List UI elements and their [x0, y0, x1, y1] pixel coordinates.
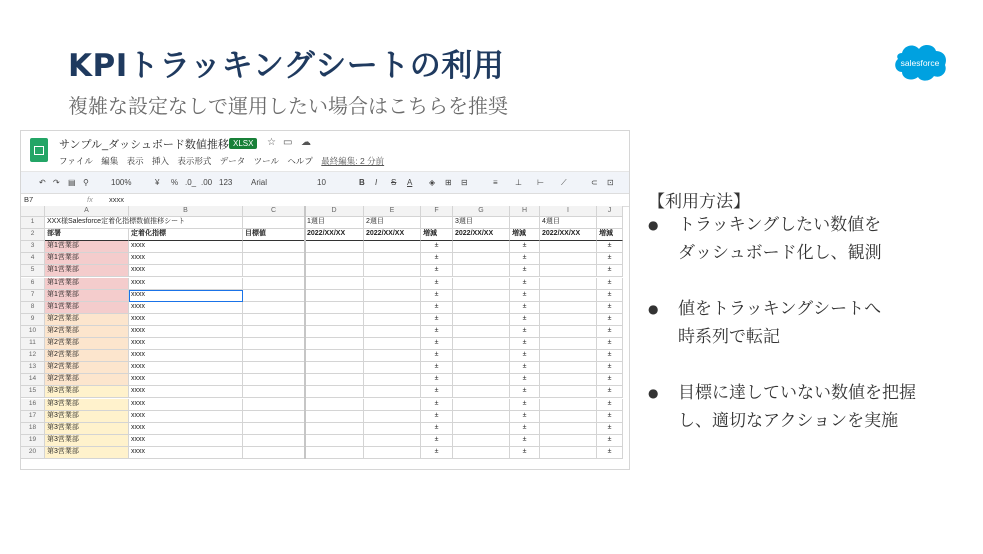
row-header[interactable]: 10 [21, 326, 45, 338]
formula-bar [21, 193, 629, 207]
dept-cell[interactable]: 第3営業部 [45, 447, 129, 459]
cell[interactable] [540, 290, 597, 302]
cell[interactable] [243, 253, 305, 265]
paint-format-icon[interactable]: ⚲ [83, 178, 89, 187]
kpi-cell[interactable]: xxxx [129, 314, 243, 326]
column-header[interactable]: D [305, 206, 364, 217]
cell[interactable]: 4週目 [540, 217, 597, 229]
change-cell[interactable]: ± [597, 411, 623, 423]
text-color-button[interactable]: A [407, 178, 413, 187]
row-header[interactable]: 11 [21, 338, 45, 350]
change-cell[interactable]: ± [597, 253, 623, 265]
cell[interactable] [540, 278, 597, 290]
header-cell[interactable]: 目標値 [243, 229, 305, 241]
cell[interactable] [243, 411, 305, 423]
cell[interactable] [540, 302, 597, 314]
change-cell[interactable]: ± [510, 302, 540, 314]
header-cell[interactable]: 2022/XX/XX [364, 229, 421, 241]
document-name[interactable]: サンプル_ダッシュボード数値推移 [59, 139, 229, 151]
cell[interactable] [243, 435, 305, 447]
cell[interactable] [453, 362, 510, 374]
dept-cell[interactable]: 第1営業部 [45, 302, 129, 314]
bullet-icon: ● [648, 386, 659, 400]
salesforce-logo [890, 41, 950, 83]
dept-cell[interactable]: 第3営業部 [45, 386, 129, 398]
kpi-cell[interactable]: xxxx [129, 386, 243, 398]
change-cell[interactable]: ± [597, 290, 623, 302]
kpi-cell[interactable]: xxxx [129, 374, 243, 386]
kpi-cell[interactable]: xxxx [129, 265, 243, 277]
change-cell[interactable]: ± [510, 265, 540, 277]
cell[interactable] [364, 278, 421, 290]
font-select[interactable]: Arial [251, 178, 268, 187]
column-header[interactable]: C [243, 206, 305, 217]
bullet-line: し、適切なアクションを実施 [678, 411, 899, 431]
cell[interactable] [305, 350, 364, 362]
column-header[interactable]: I [540, 206, 597, 217]
cell[interactable] [364, 447, 421, 459]
change-cell[interactable]: ± [421, 374, 453, 386]
merge-icon[interactable]: ⊟ [461, 178, 468, 187]
change-cell[interactable]: ± [510, 253, 540, 265]
change-cell[interactable]: ± [597, 386, 623, 398]
cell[interactable] [453, 338, 510, 350]
cell[interactable] [540, 399, 597, 411]
cell[interactable] [243, 314, 305, 326]
cell[interactable] [453, 411, 510, 423]
change-cell[interactable]: ± [510, 411, 540, 423]
cell[interactable] [453, 386, 510, 398]
cell[interactable] [364, 241, 421, 253]
change-cell[interactable]: ± [421, 253, 453, 265]
header-cell[interactable]: 2022/XX/XX [305, 229, 364, 241]
cell[interactable] [597, 217, 623, 229]
cell[interactable] [243, 374, 305, 386]
cell[interactable] [305, 411, 364, 423]
kpi-cell[interactable]: xxxx [129, 290, 243, 302]
cell[interactable] [453, 265, 510, 277]
change-cell[interactable]: ± [421, 411, 453, 423]
align-icon[interactable]: ≡ [493, 178, 498, 187]
menu-bar [59, 155, 390, 167]
cell[interactable] [364, 314, 421, 326]
change-cell[interactable]: ± [597, 314, 623, 326]
change-cell[interactable]: ± [421, 278, 453, 290]
cell[interactable] [243, 290, 305, 302]
row-header[interactable]: 18 [21, 423, 45, 435]
cell[interactable]: XXX様Salesforce定着化指標数値推移シート [45, 217, 129, 229]
row-header[interactable]: 4 [21, 253, 45, 265]
sheets-icon [30, 138, 48, 162]
cell[interactable] [305, 374, 364, 386]
cloud-icon[interactable]: ☁ [301, 137, 311, 148]
change-cell[interactable]: ± [421, 447, 453, 459]
cell[interactable] [243, 265, 305, 277]
menu-item[interactable]: 表示 [126, 156, 144, 166]
menu-item[interactable]: 表示形式 [177, 156, 212, 166]
row-header[interactable]: 1 [21, 217, 45, 229]
cell[interactable] [364, 411, 421, 423]
column-header[interactable]: F [421, 206, 453, 217]
cell[interactable] [305, 399, 364, 411]
cell[interactable] [453, 253, 510, 265]
bullet-line: 値をトラッキングシートへ [678, 299, 882, 319]
change-cell[interactable]: ± [421, 386, 453, 398]
dept-cell[interactable]: 第2営業部 [45, 314, 129, 326]
cell[interactable] [364, 374, 421, 386]
kpi-cell[interactable]: xxxx [129, 338, 243, 350]
kpi-cell[interactable]: xxxx [129, 241, 243, 253]
change-cell[interactable]: ± [597, 326, 623, 338]
cell[interactable] [540, 314, 597, 326]
bold-button[interactable]: B [359, 178, 365, 187]
bullet-line: ダッシュボード化し、観測 [678, 243, 882, 263]
cell[interactable] [540, 338, 597, 350]
change-cell[interactable]: ± [597, 447, 623, 459]
kpi-cell[interactable]: xxxx [129, 435, 243, 447]
cell[interactable] [243, 447, 305, 459]
change-cell[interactable]: ± [597, 241, 623, 253]
change-cell[interactable]: ± [510, 386, 540, 398]
menu-item[interactable]: ファイル [59, 156, 93, 166]
row-header[interactable]: 20 [21, 447, 45, 459]
change-cell[interactable]: ± [597, 399, 623, 411]
cell[interactable] [421, 217, 453, 229]
row-header[interactable]: 15 [21, 386, 45, 398]
change-cell[interactable]: ± [510, 447, 540, 459]
row-header[interactable]: 16 [21, 399, 45, 411]
cell[interactable] [540, 386, 597, 398]
number-format-button[interactable]: 123 [219, 178, 233, 187]
change-cell[interactable]: ± [597, 435, 623, 447]
formula-input[interactable]: xxxx [109, 195, 124, 204]
dept-cell[interactable]: 第1営業部 [45, 290, 129, 302]
cell[interactable] [305, 278, 364, 290]
cell[interactable] [540, 447, 597, 459]
menu-item[interactable]: 挿入 [152, 156, 170, 166]
menu-item[interactable]: ヘルプ [287, 156, 313, 166]
dept-cell[interactable]: 第3営業部 [45, 435, 129, 447]
cell[interactable] [364, 290, 421, 302]
menu-item[interactable]: ツール [253, 156, 280, 166]
change-cell[interactable]: ± [510, 435, 540, 447]
change-cell[interactable]: ± [597, 362, 623, 374]
cell[interactable] [364, 362, 421, 374]
row-header[interactable]: 7 [21, 290, 45, 302]
cell[interactable] [364, 302, 421, 314]
dept-cell[interactable]: 第3営業部 [45, 399, 129, 411]
kpi-cell[interactable]: xxxx [129, 326, 243, 338]
header-cell[interactable]: 定着化指標 [129, 229, 243, 241]
svg-text:salesforce: salesforce [900, 58, 940, 68]
valign-icon[interactable]: ⊥ [515, 178, 522, 187]
cell[interactable] [364, 435, 421, 447]
cell[interactable] [243, 338, 305, 350]
cell[interactable] [243, 386, 305, 398]
cell[interactable] [243, 423, 305, 435]
bullet-icon: ● [648, 302, 659, 316]
cell[interactable] [305, 241, 364, 253]
increase-decimal-button[interactable]: .00 [201, 178, 213, 187]
comment-icon[interactable]: ⊡ [607, 178, 614, 187]
cell[interactable] [364, 253, 421, 265]
font-size-select[interactable]: 10 [317, 178, 326, 187]
cell[interactable] [510, 217, 540, 229]
cell[interactable] [453, 290, 510, 302]
cell[interactable] [305, 338, 364, 350]
currency-button[interactable]: ¥ [155, 178, 160, 187]
star-icon[interactable]: ☆ [267, 137, 276, 148]
decrease-decimal-button[interactable]: .0_ [185, 178, 197, 187]
header-cell[interactable]: 部署 [45, 229, 129, 241]
cell[interactable] [453, 447, 510, 459]
cell[interactable] [540, 253, 597, 265]
dept-cell[interactable]: 第1営業部 [45, 253, 129, 265]
change-cell[interactable]: ± [421, 302, 453, 314]
slide-subtitle: 複雑な設定なしで運用したい場合はこちらを推奨 [68, 94, 508, 118]
change-cell[interactable]: ± [597, 278, 623, 290]
row-header[interactable]: 5 [21, 265, 45, 277]
cell[interactable] [364, 326, 421, 338]
dept-cell[interactable]: 第3営業部 [45, 411, 129, 423]
cell[interactable] [453, 302, 510, 314]
cell[interactable] [364, 350, 421, 362]
file-type-badge: XLSX [229, 138, 257, 149]
name-box[interactable]: B7 [24, 195, 34, 204]
change-cell[interactable]: ± [510, 374, 540, 386]
change-cell[interactable]: ± [510, 350, 540, 362]
cell[interactable] [305, 290, 364, 302]
change-cell[interactable]: ± [421, 350, 453, 362]
kpi-cell[interactable]: xxxx [129, 411, 243, 423]
row-header[interactable]: 8 [21, 302, 45, 314]
kpi-cell[interactable]: xxxx [129, 350, 243, 362]
dept-cell[interactable]: 第2営業部 [45, 326, 129, 338]
header-cell[interactable]: 増減 [421, 229, 453, 241]
cell[interactable] [453, 278, 510, 290]
column-header[interactable]: G [453, 206, 510, 217]
change-cell[interactable]: ± [597, 423, 623, 435]
select-all-corner[interactable] [21, 206, 45, 217]
dept-cell[interactable]: 第2営業部 [45, 374, 129, 386]
cell[interactable] [305, 386, 364, 398]
change-cell[interactable]: ± [510, 338, 540, 350]
row-header[interactable]: 17 [21, 411, 45, 423]
cell[interactable] [305, 302, 364, 314]
rotate-icon[interactable]: ⟋ [561, 178, 567, 187]
bullet-line: 目標に達していない数値を把握 [678, 383, 916, 403]
cell[interactable]: 1週目 [305, 217, 364, 229]
change-cell[interactable]: ± [510, 241, 540, 253]
menu-item[interactable]: 編集 [101, 156, 119, 166]
change-cell[interactable]: ± [597, 350, 623, 362]
cell[interactable] [540, 326, 597, 338]
kpi-cell[interactable]: xxxx [129, 447, 243, 459]
cell[interactable] [364, 423, 421, 435]
header-cell[interactable]: 増減 [597, 229, 623, 241]
borders-icon[interactable]: ⊞ [445, 178, 452, 187]
last-edit-link[interactable]: 最終編集: 2 分前 [321, 156, 385, 166]
cell[interactable] [453, 374, 510, 386]
dept-cell[interactable]: 第2営業部 [45, 338, 129, 350]
change-cell[interactable]: ± [597, 302, 623, 314]
change-cell[interactable]: ± [421, 314, 453, 326]
dept-cell[interactable]: 第2営業部 [45, 350, 129, 362]
change-cell[interactable]: ± [421, 362, 453, 374]
cell[interactable] [540, 435, 597, 447]
change-cell[interactable]: ± [597, 338, 623, 350]
fx-icon: fx [87, 195, 93, 204]
zoom-select[interactable]: 100% [111, 178, 132, 187]
column-header[interactable]: J [597, 206, 623, 217]
cell[interactable] [364, 338, 421, 350]
cell[interactable] [305, 447, 364, 459]
cell[interactable]: 3週目 [453, 217, 510, 229]
cell[interactable] [243, 217, 305, 229]
print-icon[interactable]: ▤ [68, 178, 76, 187]
cell[interactable] [243, 350, 305, 362]
change-cell[interactable]: ± [421, 338, 453, 350]
italic-button[interactable]: I [375, 178, 378, 187]
cell[interactable] [305, 362, 364, 374]
change-cell[interactable]: ± [597, 374, 623, 386]
change-cell[interactable]: ± [510, 362, 540, 374]
cell[interactable] [453, 326, 510, 338]
toolbar [21, 171, 629, 194]
cell[interactable] [453, 399, 510, 411]
row-header[interactable]: 12 [21, 350, 45, 362]
cell[interactable] [364, 265, 421, 277]
cell[interactable] [453, 435, 510, 447]
change-cell[interactable]: ± [510, 423, 540, 435]
change-cell[interactable]: ± [597, 265, 623, 277]
folder-icon[interactable]: ▭ [283, 137, 293, 148]
change-cell[interactable]: ± [421, 241, 453, 253]
kpi-cell[interactable]: xxxx [129, 253, 243, 265]
method-heading: 【利用方法】 [648, 192, 750, 212]
cell[interactable] [305, 326, 364, 338]
cell[interactable] [540, 374, 597, 386]
header-cell[interactable]: 増減 [510, 229, 540, 241]
row-header[interactable]: 6 [21, 278, 45, 290]
row-header[interactable]: 2 [21, 229, 45, 241]
cell[interactable] [453, 314, 510, 326]
dept-cell[interactable]: 第1営業部 [45, 265, 129, 277]
dept-cell[interactable]: 第1営業部 [45, 241, 129, 253]
cell[interactable] [243, 362, 305, 374]
wrap-icon[interactable]: ⊢ [537, 178, 544, 187]
change-cell[interactable]: ± [510, 399, 540, 411]
cell[interactable] [453, 350, 510, 362]
change-cell[interactable]: ± [510, 278, 540, 290]
row-header[interactable]: 13 [21, 362, 45, 374]
change-cell[interactable]: ± [421, 290, 453, 302]
header-cell[interactable]: 2022/XX/XX [453, 229, 510, 241]
header-cell[interactable]: 2022/XX/XX [540, 229, 597, 241]
cell[interactable] [243, 302, 305, 314]
cell[interactable] [305, 253, 364, 265]
redo-icon[interactable]: ↷ [53, 178, 60, 187]
cell[interactable] [540, 265, 597, 277]
cell[interactable] [305, 314, 364, 326]
row-header[interactable]: 19 [21, 435, 45, 447]
change-cell[interactable]: ± [510, 326, 540, 338]
cell[interactable] [540, 350, 597, 362]
kpi-cell[interactable]: xxxx [129, 423, 243, 435]
dept-cell[interactable]: 第1営業部 [45, 278, 129, 290]
bullet-icon: ● [648, 218, 659, 232]
kpi-cell[interactable]: xxxx [129, 362, 243, 374]
row-header[interactable]: 3 [21, 241, 45, 253]
cell[interactable] [540, 411, 597, 423]
undo-icon[interactable]: ↶ [39, 178, 46, 187]
kpi-cell[interactable]: xxxx [129, 399, 243, 411]
kpi-cell[interactable]: xxxx [129, 278, 243, 290]
change-cell[interactable]: ± [421, 435, 453, 447]
cell[interactable] [453, 241, 510, 253]
link-icon[interactable]: ⊂ [591, 178, 598, 187]
cell[interactable] [453, 423, 510, 435]
column-header[interactable]: H [510, 206, 540, 217]
change-cell[interactable]: ± [421, 265, 453, 277]
cell[interactable] [305, 423, 364, 435]
change-cell[interactable]: ± [421, 399, 453, 411]
cell[interactable] [540, 241, 597, 253]
cell[interactable] [243, 241, 305, 253]
bullet-line: トラッキングしたい数値を [678, 215, 882, 235]
menu-item[interactable]: データ [219, 156, 246, 166]
bullet-line: 時系列で転記 [678, 327, 780, 347]
cell[interactable] [243, 399, 305, 411]
cell[interactable] [305, 265, 364, 277]
cell[interactable]: 2週目 [364, 217, 421, 229]
cell[interactable] [243, 326, 305, 338]
fill-color-icon[interactable]: ◈ [429, 178, 436, 187]
cell[interactable] [243, 278, 305, 290]
dept-cell[interactable]: 第2営業部 [45, 362, 129, 374]
column-header[interactable]: E [364, 206, 421, 217]
frozen-column-divider[interactable] [304, 206, 306, 459]
strikethrough-button[interactable]: S [391, 178, 397, 187]
slide-title: KPIトラッキングシートの利用 [68, 48, 505, 84]
cell[interactable] [305, 435, 364, 447]
cell[interactable] [540, 362, 597, 374]
cell[interactable] [364, 399, 421, 411]
dept-cell[interactable]: 第3営業部 [45, 423, 129, 435]
kpi-cell[interactable]: xxxx [129, 302, 243, 314]
row-header[interactable]: 14 [21, 374, 45, 386]
cell[interactable] [540, 423, 597, 435]
spreadsheet-screenshot [20, 130, 630, 470]
cell[interactable] [364, 386, 421, 398]
column-header[interactable]: A [45, 206, 129, 217]
change-cell[interactable]: ± [421, 423, 453, 435]
column-header[interactable]: B [129, 206, 243, 217]
row-header[interactable]: 9 [21, 314, 45, 326]
percent-button[interactable]: % [171, 178, 179, 187]
change-cell[interactable]: ± [510, 314, 540, 326]
change-cell[interactable]: ± [510, 290, 540, 302]
change-cell[interactable]: ± [421, 326, 453, 338]
